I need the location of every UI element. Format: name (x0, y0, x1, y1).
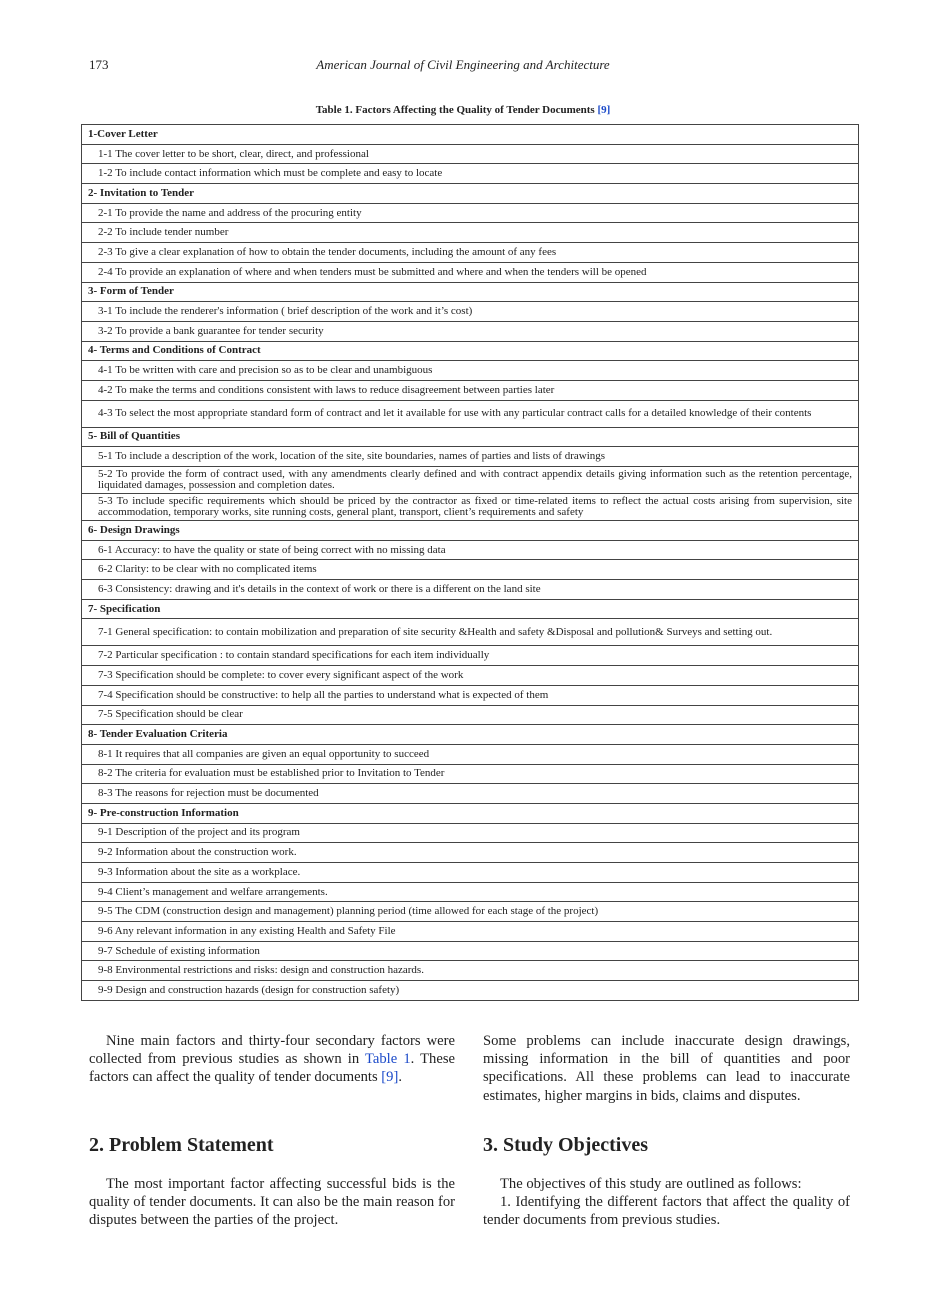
factor-cell: 4-1 To be written with care and precision so as to be clear and unambiguous (82, 361, 859, 381)
table-link[interactable]: Table 1 (365, 1051, 411, 1068)
factor-cell: 6-3 Consistency: drawing and it's details in the context of work or there is a different on the land site (82, 580, 859, 600)
section-heading-cell: 3- Form of Tender (82, 282, 859, 302)
factor-cell: 2-1 To provide the name and address of the procuring entity (82, 203, 859, 223)
section-heading-cell: 8- Tender Evaluation Criteria (82, 725, 859, 745)
section-heading-cell: 5- Bill of Quantities (82, 427, 859, 447)
table-row (82, 302, 859, 322)
table-section-row (82, 125, 859, 145)
table-row (82, 361, 859, 381)
intro-continued-text: Some problems can include inaccurate design drawings, missing information in the bill of quantities and poor specifications. All these problems can lead to inaccurate estimates, higher margins in bids, claims and disputes. (483, 1033, 850, 1104)
intro-text: Nine main factors and thirty-four secondary factors were collected from previous studies as shown in Table 1. These factors can affect the quality of tender documents [9]. (89, 1033, 455, 1086)
factor-cell: 9-5 The CDM (construction design and management) planning period (time allowed for each stage of the project) (82, 902, 859, 922)
table-row (82, 243, 859, 263)
table-row (82, 223, 859, 243)
problem-statement-paragraph (89, 1175, 455, 1230)
factor-cell: 9-8 Environmental restrictions and risks: design and construction hazards. (82, 961, 859, 981)
table-section-row (82, 725, 859, 745)
factor-cell: 3-2 To provide a bank guarantee for tender security (82, 321, 859, 341)
intro-paragraph-left (89, 1032, 455, 1087)
table-row (82, 705, 859, 725)
objective-item: 1. Identifying the different factors that affect the quality of tender documents from previous studies. (483, 1194, 850, 1229)
section-heading-cell: 7- Specification (82, 599, 859, 619)
table-row (82, 144, 859, 164)
citation-link[interactable]: [9] (381, 1069, 399, 1086)
section-heading-cell: 2- Invitation to Tender (82, 184, 859, 204)
table-row (82, 961, 859, 981)
problem-statement-text: The most important factor affecting successful bids is the quality of tender documents. It can also be the main reason for disputes between the parties of the project. (89, 1176, 455, 1229)
table-row (82, 784, 859, 804)
page-number: 173 (89, 57, 109, 72)
factor-cell: 5-2 To provide the form of contract used, with any amendments clearly defined and with contract appendix details giving information such as the retention percentage, liquidated damages, possession and completion dates. (82, 467, 859, 494)
factor-cell: 2-4 To provide an explanation of where and when tenders must be submitted and where and when the tenders will be opened (82, 262, 859, 282)
table-section-row (82, 427, 859, 447)
table-row (82, 467, 859, 494)
section-heading-cell: 4- Terms and Conditions of Contract (82, 341, 859, 361)
table-section-row (82, 599, 859, 619)
table-row (82, 262, 859, 282)
factor-cell: 5-1 To include a description of the work, location of the site, site boundaries, names of parties and lists of drawings (82, 447, 859, 467)
table-row (82, 494, 859, 521)
section-heading-problem-statement: 2. Problem Statement (89, 1134, 274, 1156)
section-heading-cell: 1-Cover Letter (82, 125, 859, 145)
table-section-row (82, 341, 859, 361)
factor-cell: 8-2 The criteria for evaluation must be established prior to Invitation to Tender (82, 764, 859, 784)
section-heading-cell: 9- Pre-construction Information (82, 803, 859, 823)
factor-cell: 9-3 Information about the site as a workplace. (82, 863, 859, 883)
table-caption (0, 104, 926, 116)
table-row (82, 981, 859, 1001)
factor-cell: 9-9 Design and construction hazards (design for construction safety) (82, 981, 859, 1001)
table-row (82, 666, 859, 686)
factor-cell: 1-1 The cover letter to be short, clear, direct, and professional (82, 144, 859, 164)
factor-cell: 7-2 Particular specification : to contain standard specifications for each item individually (82, 646, 859, 666)
intro-paragraph-right (483, 1032, 850, 1105)
table-row (82, 863, 859, 883)
table-row (82, 560, 859, 580)
factor-cell: 2-2 To include tender number (82, 223, 859, 243)
factor-cell: 1-2 To include contact information which must be complete and easy to locate (82, 164, 859, 184)
table-section-row (82, 803, 859, 823)
table-row (82, 540, 859, 560)
table-row (82, 447, 859, 467)
factor-cell: 7-5 Specification should be clear (82, 705, 859, 725)
objectives-intro-text: The objectives of this study are outlined as follows: (500, 1176, 802, 1192)
table-row (82, 619, 859, 646)
factor-cell: 7-1 General specification: to contain mobilization and preparation of site security &Health and safety &Disposal and pollution& Surveys and setting out. (82, 619, 859, 646)
table-row (82, 400, 859, 427)
table-row (82, 203, 859, 223)
study-objectives-paragraph (483, 1175, 850, 1230)
factors-table (81, 124, 859, 1001)
table-row (82, 764, 859, 784)
factor-cell: 7-4 Specification should be constructive: to help all the parties to understand what is expected of them (82, 685, 859, 705)
table-row (82, 882, 859, 902)
section-heading-cell: 6- Design Drawings (82, 521, 859, 541)
factor-cell: 7-3 Specification should be complete: to cover every significant aspect of the work (82, 666, 859, 686)
table-row (82, 843, 859, 863)
table-row (82, 902, 859, 922)
table-row (82, 941, 859, 961)
factor-cell: 9-6 Any relevant information in any existing Health and Safety File (82, 922, 859, 942)
journal-title: American Journal of Civil Engineering and Architecture (316, 57, 610, 72)
table-row (82, 744, 859, 764)
factor-cell: 9-7 Schedule of existing information (82, 941, 859, 961)
factor-cell: 9-4 Client’s management and welfare arrangements. (82, 882, 859, 902)
factor-cell: 2-3 To give a clear explanation of how to obtain the tender documents, including the amount of any fees (82, 243, 859, 263)
factor-cell: 5-3 To include specific requirements which should be priced by the contractor as fixed or time-related items to reflect the actual costs arising from supervision, site accommodation, temporary works, site running costs, general plant, transport, client’s requirements and safety (82, 494, 859, 521)
citation-link[interactable]: [9] (597, 104, 611, 116)
table-section-row (82, 184, 859, 204)
table-row (82, 685, 859, 705)
factor-cell: 4-2 To make the terms and conditions consistent with laws to reduce disagreement between parties later (82, 380, 859, 400)
table-row (82, 580, 859, 600)
factor-cell: 8-1 It requires that all companies are given an equal opportunity to succeed (82, 744, 859, 764)
table-row (82, 164, 859, 184)
table-row (82, 380, 859, 400)
factor-cell: 9-2 Information about the construction work. (82, 843, 859, 863)
factor-cell: 3-1 To include the renderer's information ( brief description of the work and it’s cost) (82, 302, 859, 322)
factor-cell: 9-1 Description of the project and its program (82, 823, 859, 843)
table-row (82, 922, 859, 942)
table-row (82, 646, 859, 666)
table-row (82, 823, 859, 843)
table-section-row (82, 521, 859, 541)
table-row (82, 321, 859, 341)
factor-cell: 4-3 To select the most appropriate standard form of contract and let it available for use with any particular contract calls for a detailed knowledge of their contents (82, 400, 859, 427)
table-caption-text: Table 1. Factors Affecting the Quality of Tender Documents (315, 104, 595, 116)
factor-cell: 8-3 The reasons for rejection must be documented (82, 784, 859, 804)
section-heading-study-objectives: 3. Study Objectives (483, 1134, 648, 1156)
page-header (0, 57, 926, 75)
factor-cell: 6-2 Clarity: to be clear with no complicated items (82, 560, 859, 580)
factor-cell: 6-1 Accuracy: to have the quality or state of being correct with no missing data (82, 540, 859, 560)
table-section-row (82, 282, 859, 302)
